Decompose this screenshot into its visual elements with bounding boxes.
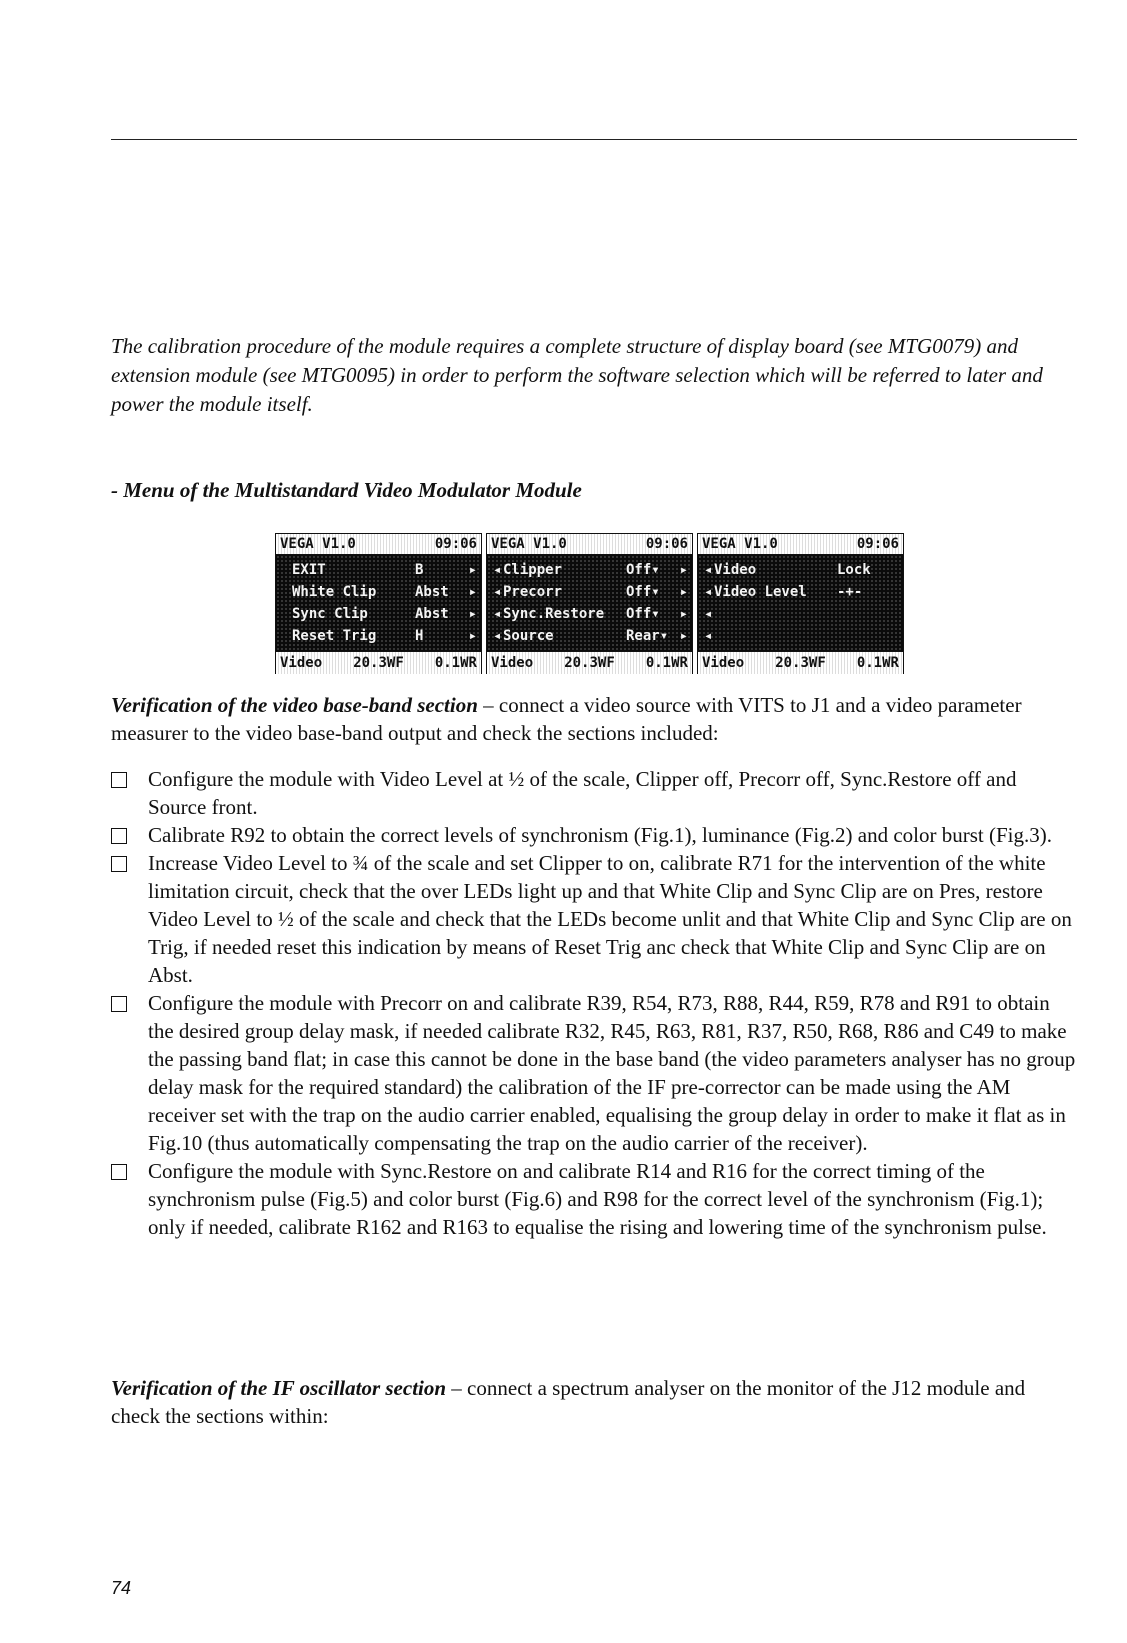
menu-row (698, 625, 903, 647)
panel-header (276, 534, 481, 555)
section-title: Verification of the IF oscillator section (111, 1376, 447, 1400)
menu-row-label: Source (503, 628, 554, 644)
panel-footer (698, 651, 903, 674)
footer-reflected-power: 0.1WR (645, 655, 688, 671)
list-item (111, 989, 1079, 1157)
right-arrow-icon: ▸ (679, 562, 688, 578)
list-item (111, 765, 1079, 821)
left-arrow-icon: ◂ (493, 562, 502, 578)
list-item-text: Configure the module with Precorr on and calibrate R39, R54, R73, R88, R44, R59, R78 and R91 to obtain the desired group delay mask, if needed calibrate R32, R45, R63, R81, R37, R50, R68, R86 and C49 to make the passing band flat; in case this cannot be done in the base band (the video parameters analyser has no group delay mask for the required standard) the calibration of the IF pre-corrector can be made using the AM receiver set with the trap on the audio carrier enabled, equalising the group delay in order to make it flat as in Fig.10 (thus automatically compensating the trap on the audio carrier of the receiver). (148, 991, 1076, 1155)
section-text: – connect a video source with VITS to J1 and a video parameter measurer to the video base-band output and check the sections included: (111, 693, 1022, 745)
menu-row-value: Off▾ (626, 606, 660, 622)
menu-row (276, 625, 481, 647)
footer-forward-power: 20.3WF (775, 655, 826, 671)
footer-forward-power: 20.3WF (564, 655, 615, 671)
menu-row-value (837, 603, 889, 625)
menu-row-label: Precorr (503, 584, 563, 600)
panel-body (698, 555, 903, 651)
right-arrow-icon: ▸ (679, 584, 688, 600)
panel-body (276, 555, 481, 651)
menu-row-label: Sync Clip (292, 606, 368, 622)
section-text: – connect a spectrum analyser on the monitor of the J12 module and check the sections within: (111, 1376, 1026, 1428)
footer-forward-power: 20.3WF (353, 655, 404, 671)
right-arrow-icon: ▸ (468, 584, 477, 600)
right-arrow-icon: ▸ (468, 562, 477, 578)
list-item-text: Configure the module with Video Level at ½ of the scale, Clipper off, Precorr off, Sync.Restore off and Source front. (148, 767, 1017, 819)
menu-panel-main (275, 533, 482, 674)
panel-footer (487, 651, 692, 674)
menu-row-label: White Clip (292, 584, 377, 600)
menu-row (698, 581, 903, 603)
menu-row-value: B (415, 562, 424, 578)
left-arrow-icon (282, 625, 292, 647)
menu-row-value: Off▾ (626, 584, 660, 600)
left-arrow-icon: ◂ (704, 562, 713, 578)
left-arrow-icon: ◂ (493, 628, 502, 644)
panel-clock: 09:06 (434, 536, 477, 552)
left-arrow-icon (282, 603, 292, 625)
menu-row-value: Abst (415, 584, 449, 600)
left-arrow-icon (282, 581, 292, 603)
menu-row-value: Rear▾ (626, 628, 669, 644)
right-arrow-icon: ▸ (679, 606, 688, 622)
section-if-oscillator (111, 1374, 1079, 1430)
list-item-text: Calibrate R92 to obtain the correct levels of synchronism (Fig.1), luminance (Fig.2) and color burst (Fig.3). (148, 823, 1052, 847)
panel-clock: 09:06 (856, 536, 899, 552)
left-arrow-icon: ◂ (493, 584, 502, 600)
right-arrow-icon (889, 559, 899, 581)
checkbox-icon (111, 996, 127, 1012)
footer-label: Video (702, 655, 745, 671)
menu-row-value: Off▾ (626, 562, 660, 578)
intro-paragraph: The calibration procedure of the module requires a complete structure of display board (see MTG0079) and extension module (see MTG0095) in order to perform the software selection which will be referred to later and power the module itself. (111, 334, 1043, 416)
left-arrow-icon: ◂ (704, 606, 713, 622)
menu-row-label: EXIT (292, 562, 326, 578)
checklist (111, 765, 1079, 1241)
menu-row-value: Abst (415, 606, 449, 622)
right-arrow-icon (889, 603, 899, 625)
right-arrow-icon (889, 581, 899, 603)
checkbox-icon (111, 828, 127, 844)
menu-panel-video (697, 533, 904, 674)
panel-footer (276, 651, 481, 674)
menu-row (487, 603, 692, 625)
list-item (111, 821, 1079, 849)
panel-clock: 09:06 (645, 536, 688, 552)
menu-row-value: Lock (837, 562, 871, 578)
menu-row-label (714, 603, 837, 625)
left-arrow-icon (282, 559, 292, 581)
list-item-text: Increase Video Level to ¾ of the scale and set Clipper to on, calibrate R71 for the intervention of the white limitation circuit, check that the over LEDs light up and that White Clip and Sync Clip are on Pres, restore Video Level to ½ of the scale and check that the LEDs become unlit and that White Clip and Sync Clip are on Trig, if needed reset this indication by means of Reset Trig anc check that White Clip and Sync Clip are on Abst. (148, 851, 1072, 987)
menu-row (698, 603, 903, 625)
left-arrow-icon: ◂ (493, 606, 502, 622)
panel-body (487, 555, 692, 651)
menu-row (276, 603, 481, 625)
menu-heading: - Menu of the Multistandard Video Modulator Module (111, 478, 582, 502)
section-video-baseband (111, 691, 1079, 747)
section-title: Verification of the video base-band section (111, 693, 478, 717)
page-number: 74 (111, 1578, 132, 1598)
list-item (111, 849, 1079, 989)
panel-header (487, 534, 692, 555)
menu-row-label (714, 625, 837, 647)
menu-row (487, 581, 692, 603)
right-arrow-icon: ▸ (468, 606, 477, 622)
menu-row (276, 559, 481, 581)
menu-row-label: Video Level (714, 584, 807, 600)
footer-reflected-power: 0.1WR (434, 655, 477, 671)
panel-header (698, 534, 903, 555)
menu-row (487, 559, 692, 581)
menu-row-value (837, 625, 889, 647)
panel-title: VEGA V1.0 (702, 536, 778, 552)
right-arrow-icon: ▸ (468, 628, 477, 644)
footer-reflected-power: 0.1WR (856, 655, 899, 671)
menu-row (698, 559, 903, 581)
panel-title: VEGA V1.0 (280, 536, 356, 552)
checkbox-icon (111, 1164, 127, 1180)
menu-row (487, 625, 692, 647)
left-arrow-icon: ◂ (704, 584, 713, 600)
menu-row-label: Video (714, 562, 757, 578)
checkbox-icon (111, 772, 127, 788)
list-item-text: Configure the module with Sync.Restore on and calibrate R14 and R16 for the correct timing of the synchronism pulse (Fig.5) and color burst (Fig.6) and R98 for the correct level of the synchronism (Fig.1); only if needed, calibrate R162 and R163 to equalise the rising and lowering time of the synchronism pulse. (148, 1159, 1047, 1239)
footer-label: Video (280, 655, 323, 671)
header-rule (111, 139, 1077, 140)
checkbox-icon (111, 856, 127, 872)
menu-panel-clipper (486, 533, 693, 674)
right-arrow-icon: ▸ (679, 628, 688, 644)
menu-row-value: -+- (837, 584, 863, 600)
menu-row-value: H (415, 628, 424, 644)
list-item (111, 1157, 1079, 1241)
left-arrow-icon: ◂ (704, 628, 713, 644)
menu-row-label: Sync.Restore (503, 606, 605, 622)
footer-label: Video (491, 655, 534, 671)
menu-row (276, 581, 481, 603)
menu-row-label: Clipper (503, 562, 563, 578)
menu-row-label: Reset Trig (292, 628, 377, 644)
panel-title: VEGA V1.0 (491, 536, 567, 552)
menu-screenshots (275, 533, 906, 674)
right-arrow-icon (889, 625, 899, 647)
